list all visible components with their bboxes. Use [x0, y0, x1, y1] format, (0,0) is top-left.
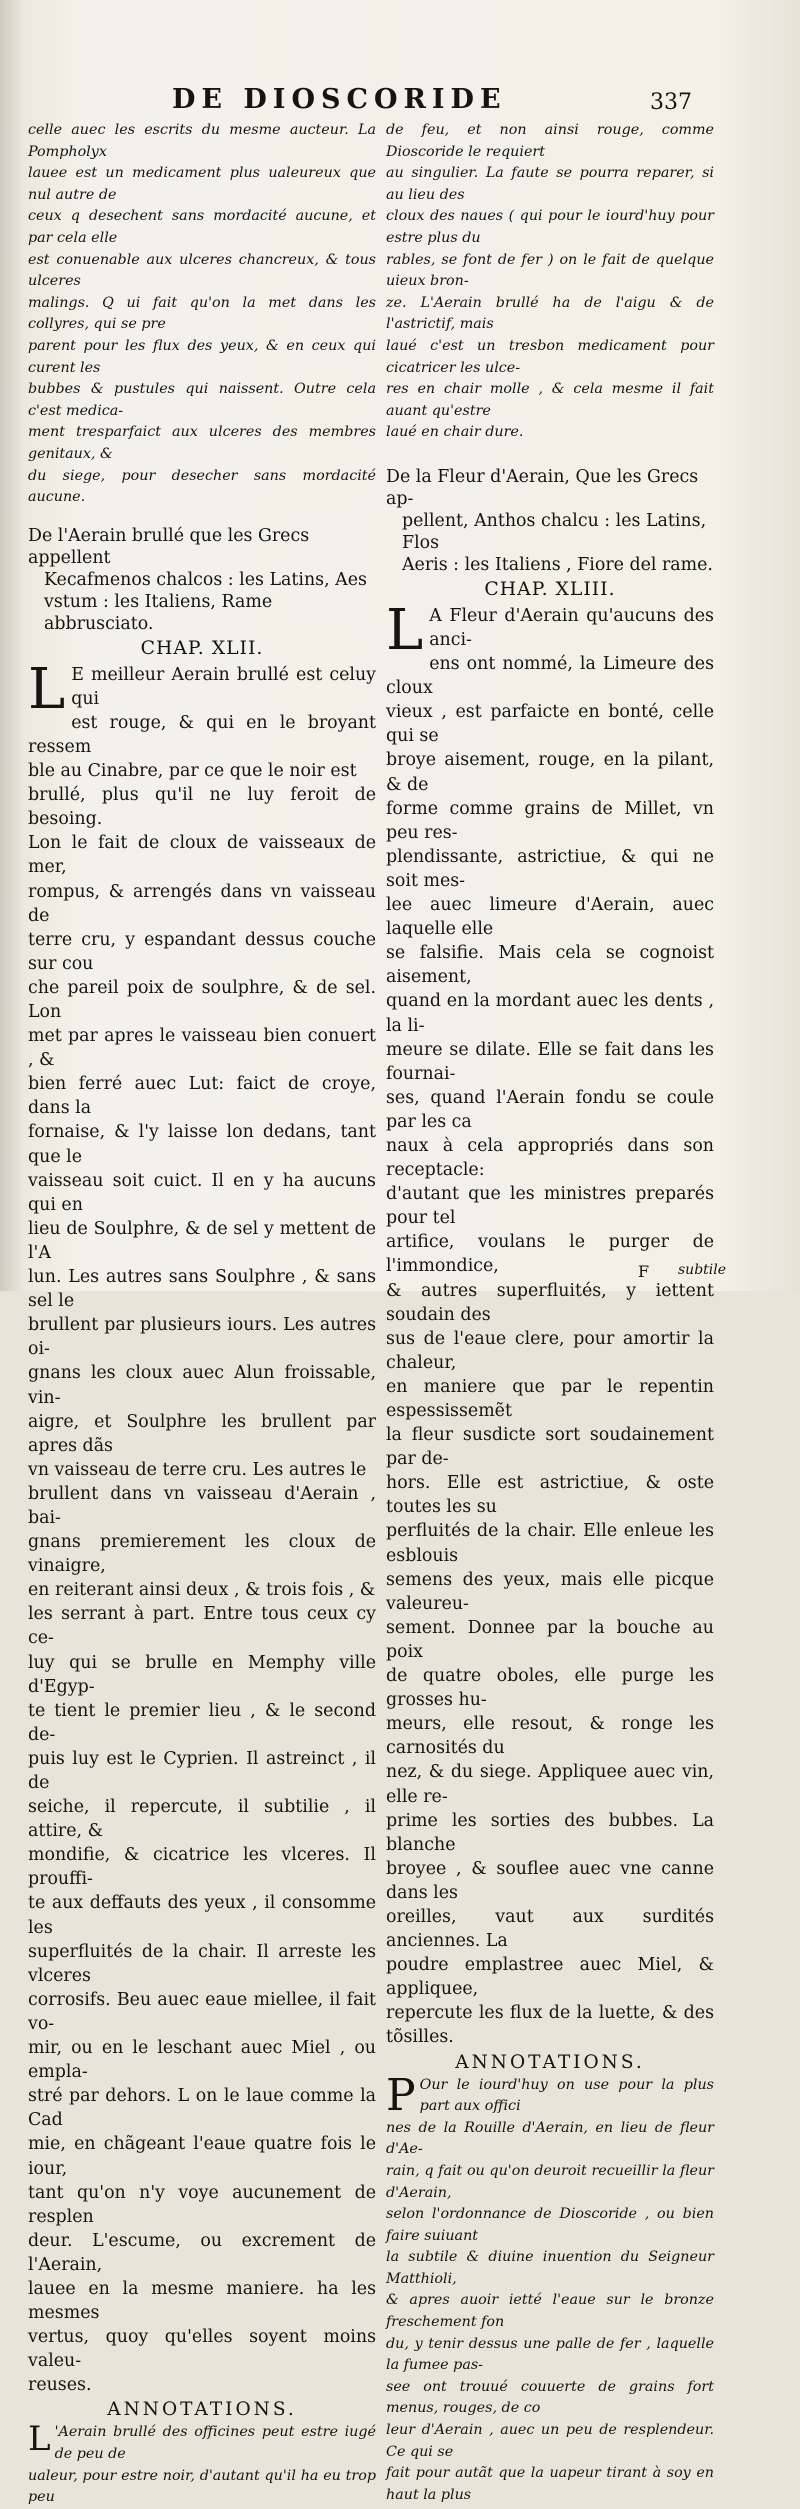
- text-line: se falsifie. Mais cela se cognoist aisement,: [386, 943, 714, 988]
- text-line: puis luy est le Cyprien. Il astreinct , il de: [28, 1748, 376, 1793]
- chapter-heading: [386, 466, 714, 576]
- text-line: vaisseau soit cuict. Il en y ha aucuns qui en: [28, 1170, 376, 1215]
- text-line: lieu de Soulphre, & de sel y mettent de l'A: [28, 1218, 376, 1263]
- text-line: seiche, il repercute, il subtilie , il attire, &: [28, 1797, 376, 1842]
- chapter-heading: [28, 525, 376, 635]
- text-line: ceux q desechent sans mordacité aucune, et par cela elle: [28, 208, 376, 246]
- running-title: DE DIOSCORIDE: [172, 84, 507, 115]
- text-line: sement. Donnee par la bouche au poix: [386, 1617, 714, 1662]
- drop-cap: L: [28, 2419, 51, 2460]
- text-line: nes de la Rouille d'Aerain, en lieu de fleur d'Ae-: [386, 2119, 714, 2158]
- text-line: see ont trouué couuerte de grains fort menus, rouges, de co: [386, 2378, 714, 2417]
- text-line: ze. L'Aerain brullé ha de l'aigu & de l'astrictif, mais: [386, 294, 714, 333]
- text-line: meurs, elle resout, & ronge les carnosités du: [386, 1714, 714, 1759]
- text-line: che pareil poix de soulphre, & de sel. Lon: [28, 977, 376, 1022]
- text-line: vieux , est parfaicte en bonté, celle qui se: [386, 702, 714, 747]
- text-line: broye aisement, rouge, en la pilant, & de: [386, 750, 714, 795]
- text-line: ualeur, pour estre noir, d'autant qu'il ha eu trop peu: [28, 2467, 376, 2506]
- drop-cap: L: [386, 597, 424, 663]
- text-line: 'Aerain brullé des officines peut estre iugé de peu de: [54, 2424, 376, 2463]
- heading-line: Aeris : les Italiens , Fiore del rame.: [402, 554, 713, 575]
- text-line: la fleur susdicte sort soudainement par de-: [386, 1425, 714, 1470]
- annotations-title: ANNOTATIONS.: [107, 2399, 297, 2421]
- text-line: te aux deffauts des yeux , il consomme les: [28, 1893, 376, 1938]
- text-line: malings. Q ui fait qu'on la met dans les collyres, qui se pre: [28, 294, 376, 333]
- text-line: reuses.: [28, 2375, 92, 2396]
- text-line: poudre emplastree auec Miel, & appliquee,: [386, 1955, 714, 2000]
- text-line: parent pour les flux des yeux, & en ceux qui curent les: [28, 337, 376, 376]
- signature-mark: F: [638, 1262, 650, 1281]
- left-italic-block: [28, 120, 376, 509]
- text-line: te tient le premier lieu , & le second de-: [28, 1700, 376, 1745]
- text-line: ble au Cinabre, par ce que le noir est: [28, 761, 357, 782]
- text-line: lun. Les autres sans Soulphre , & sans sel le: [28, 1267, 376, 1312]
- text-line: les serrant à part. Entre tous ceux cy ce-: [28, 1604, 376, 1649]
- text-line: rain, q fait ou qu'on deuroit recueillir la fleur d'Aerain,: [386, 2162, 714, 2201]
- text-line: mie, en chãgeant l'eaue quatre fois le iour,: [28, 2134, 376, 2179]
- text-line: d'autant que les ministres preparés pour tel: [386, 1184, 714, 1229]
- heading-line: pellent, Anthos chalcu : les Latins, Flos: [402, 510, 707, 553]
- text-line: gnans les cloux auec Alun froissable, vin-: [28, 1363, 376, 1408]
- catchword: subtile: [678, 1262, 727, 1278]
- text-line: brullent dans vn vaisseau d'Aerain , bai-: [28, 1483, 376, 1528]
- text-line: hors. Elle est astrictiue, & oste toutes les su: [386, 1473, 714, 1518]
- text-line: ens ont nommé, la Limeure des cloux: [386, 654, 714, 699]
- right-italic-block: [386, 120, 714, 444]
- text-line: perfluités de la chair. Elle enleue les esblouis: [386, 1521, 714, 1566]
- text-line: mondifie, & cicatrice les vlceres. Il prouffi-: [28, 1845, 376, 1890]
- text-line: Lon le fait de cloux de vaisseaux de mer,: [28, 833, 376, 878]
- text-line: fait pour autãt que la uapeur tirant à soy en haut la plus: [386, 2465, 714, 2503]
- right-column: [386, 120, 714, 2506]
- text-line: deur. L'escume, ou excrement de l'Aerain,: [28, 2230, 376, 2275]
- heading-line: Kecafmenos chalcos : les Latins, Aes: [44, 569, 367, 590]
- text-line: du siege, pour desecher sans mordacité aucune.: [28, 467, 376, 506]
- text-line: est rouge, & qui en le broyant ressem: [28, 712, 376, 757]
- text-line: rables, se font de fer ) on le fait de quelque uieux bron-: [386, 251, 714, 290]
- text-line: brullé, plus qu'il ne luy feroit de besoing.: [28, 785, 376, 830]
- text-line: semens des yeux, mais elle picque valeureu-: [386, 1569, 714, 1614]
- text-line: bubbes & pustules qui naissent. Outre cela c'est medica-: [28, 381, 376, 419]
- text-line: mir, ou en le leschant auec Miel , ou empla-: [28, 2038, 376, 2083]
- text-line: Our le iourd'huy on use pour la plus part aux offici: [419, 2076, 714, 2115]
- page-number: 337: [650, 90, 692, 115]
- text-line: bien ferré auec Lut: faict de croye, dans la: [28, 1074, 376, 1119]
- text-line: terre cru, y espandant dessus couche sur cou: [28, 929, 376, 974]
- text-line: lauee est un medicament plus ualeureux que nul autre de: [28, 165, 376, 203]
- annotations-title: ANNOTATIONS.: [455, 2051, 645, 2073]
- text-line: est conuenable aux ulceres chancreux, & tous ulceres: [28, 251, 376, 290]
- text-line: tant qu'on n'y voye aucunement de resplen: [28, 2182, 376, 2227]
- text-line: prime les sorties des bubbes. La blanche: [386, 1810, 714, 1855]
- text-line: plendissante, astrictiue, & qui ne soit mes-: [386, 846, 714, 891]
- annotations-body: [386, 2069, 714, 2507]
- text-line: meure se dilate. Elle se fait dans les fournai-: [386, 1039, 714, 1084]
- left-column: [28, 120, 376, 2509]
- text-line: res en chair molle , & cela mesme il fait auant qu'estre: [386, 381, 714, 419]
- text-line: broyee , & souflee auec vne canne dans les: [386, 1858, 714, 1903]
- text-line: quand en la mordant auec les dents , la li-: [386, 991, 714, 1036]
- text-line: ment tresparfaict aux ulceres des membres genitaux, &: [28, 424, 376, 462]
- text-line: aigre, et Soulphre les brullent par apres dãs: [28, 1411, 376, 1456]
- text-line: A Fleur d'Aerain qu'aucuns des anci-: [429, 605, 714, 650]
- chapter-number: CHAP. XLII.: [140, 637, 264, 659]
- heading-line: vstum : les Italiens, Rame abbrusciato.: [44, 591, 273, 634]
- text-line: brullent par plusieurs iours. Les autres oi-: [28, 1315, 376, 1360]
- text-line: la subtile & diuine inuention du Seigneur Matthioli,: [386, 2249, 714, 2287]
- annotations-body: [28, 2419, 376, 2508]
- text-line: stré par dehors. L on le laue comme la Cad: [28, 2086, 376, 2131]
- text-line: laué en chair dure.: [386, 424, 524, 441]
- heading-line: De la Fleur d'Aerain, Que les Grecs ap-: [386, 466, 699, 509]
- page-header: [0, 84, 800, 118]
- heading-line: De l'Aerain brullé que les Grecs appellent: [28, 525, 310, 568]
- text-line: laué c'est un tresbon medicament pour cicatricer les ulce-: [386, 337, 714, 376]
- text-line: nez, & du siege. Appliquee auec vin, elle re-: [386, 1762, 714, 1807]
- text-line: & autres superfluités, y iettent soudain des: [386, 1280, 714, 1325]
- text-line: met par apres le vaisseau bien conuert , &: [28, 1026, 376, 1071]
- chapter-number: CHAP. XLIII.: [484, 578, 616, 600]
- text-line: celle auec les escrits du mesme aucteur. La Pompholyx: [28, 122, 376, 160]
- text-line: vn vaisseau de terre cru. Les autres le: [28, 1459, 367, 1480]
- text-line: naux à cela appropriés dans son receptacle:: [386, 1135, 714, 1181]
- text-line: vertus, quoy qu'elles soyent moins valeu-: [28, 2327, 376, 2372]
- text-line: artifice, voulans le purger de l'immondice,: [386, 1232, 714, 1277]
- text-line: cloux des naues ( qui pour le iourd'huy pour estre plus du: [386, 208, 714, 246]
- text-line: & apres auoir ietté l'eaue sur le bronze freschement fon: [386, 2292, 714, 2331]
- text-line: selon l'ordonnance de Dioscoride , ou bien faire suiuant: [386, 2206, 714, 2244]
- chapter-body: [386, 597, 714, 2050]
- text-line: rompus, & arrengés dans vn vaisseau de: [28, 881, 376, 926]
- chapter-body: [28, 656, 376, 2398]
- text-line: ses, quand l'Aerain fondu se coule par les ca: [386, 1087, 714, 1132]
- drop-cap: L: [28, 656, 66, 722]
- drop-cap: P: [386, 2069, 416, 2121]
- text-line: lauee en la mesme maniere. ha les mesmes: [28, 2278, 376, 2324]
- text-line: fornaise, & l'y laisse lon dedans, tant que le: [28, 1122, 376, 1167]
- text-line: au singulier. La faute se pourra reparer, si au lieu des: [386, 165, 714, 203]
- text-line: en reiterant ainsi deux , & trois fois , &: [28, 1580, 376, 1601]
- text-line: leur d'Aerain , auec un peu de resplendeur. Ce qui se: [386, 2422, 714, 2460]
- text-line: E meilleur Aerain brullé est celuy qui: [71, 664, 376, 709]
- text-line: lee auec limeure d'Aerain, auec laquelle elle: [386, 895, 714, 940]
- text-line: repercute les flux de la luette, & des tõsilles.: [386, 2003, 714, 2048]
- text-line: de feu, et non ainsi rouge, comme Dioscoride le requiert: [386, 122, 714, 160]
- text-line: gnans premierement les cloux de vinaigre,: [28, 1532, 376, 1577]
- text-line: luy qui se brulle en Memphy ville d'Egyp-: [28, 1652, 376, 1697]
- text-line: en maniere que par le repentin espessissemẽt: [386, 1376, 714, 1421]
- text-line: du, y tenir dessus une palle de fer , laquelle la fumee pas-: [386, 2335, 714, 2374]
- text-line: superfluités de la chair. Il arreste les vlceres: [28, 1941, 376, 1986]
- text-line: sus de l'eaue clere, pour amortir la chaleur,: [386, 1328, 714, 1373]
- text-line: oreilles, vaut aux surdités anciennes. La: [386, 1906, 714, 1952]
- text-line: de quatre oboles, elle purge les grosses hu-: [386, 1666, 714, 1711]
- text-line: forme comme grains de Millet, vn peu res-: [386, 798, 714, 843]
- text-line: corrosifs. Beu auec eaue miellee, il fait vo-: [28, 1989, 376, 2034]
